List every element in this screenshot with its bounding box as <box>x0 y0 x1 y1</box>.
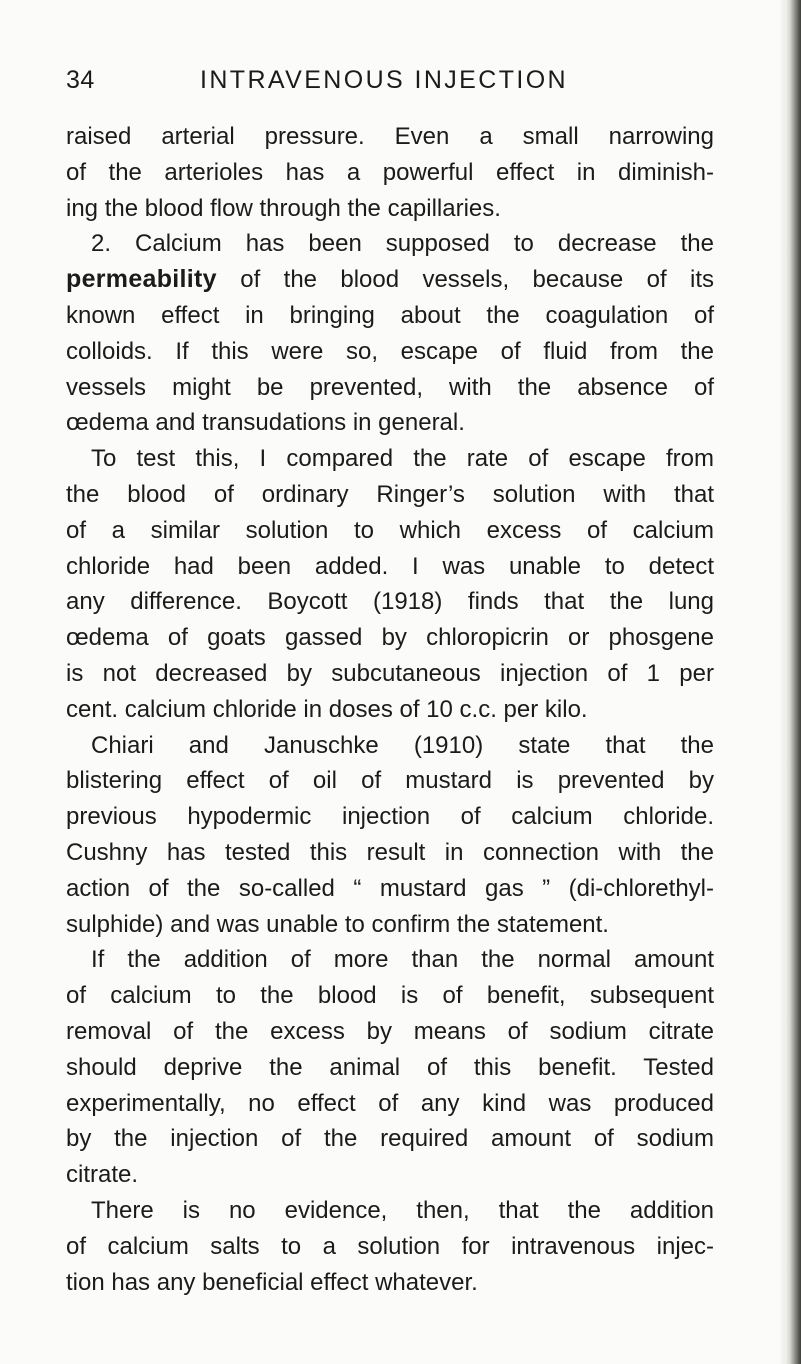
text-line: by the injection of the required amount of sodium <box>66 1125 714 1153</box>
body-text <box>66 119 714 1300</box>
text-line: citrate. <box>66 1161 139 1189</box>
paragraph-start-line: To test this, I compared the rate of escape from <box>91 445 714 473</box>
text-line: blistering effect of oil of mustard is prevented by <box>66 767 714 795</box>
text-line: action of the so-called “ mustard gas ” (di-chlorethyl- <box>66 874 714 902</box>
text-line: removal of the excess by means of sodium citrate <box>66 1017 714 1045</box>
emphasized-term: permeability <box>66 265 217 294</box>
paragraph-start-line: 2. Calcium has been supposed to decrease the <box>91 230 714 258</box>
text-line: the blood of ordinary Ringer’s solution with that <box>66 480 714 508</box>
text-line: Cushny has tested this result in connection with the <box>66 838 714 866</box>
page-edge-shadow <box>785 0 801 1364</box>
text-line: previous hypodermic injection of calcium chloride. <box>66 803 714 831</box>
text-line: tion has any beneficial effect whatever. <box>66 1268 478 1296</box>
text-line: known effect in bringing about the coagulation of <box>66 301 714 329</box>
text-line-remainder: of the blood vessels, because of its <box>240 266 715 294</box>
text-line: of calcium to the blood is of benefit, subsequent <box>66 982 714 1010</box>
text-line: œdema and transudations in general. <box>66 409 465 437</box>
text-line: of calcium salts to a solution for intravenous injec- <box>66 1232 714 1260</box>
text-line: experimentally, no effect of any kind was produced <box>66 1089 714 1117</box>
text-line: of a similar solution to which excess of calcium <box>66 516 714 544</box>
paragraph-start-line: Chiari and Januschke (1910) state that the <box>91 731 714 759</box>
text-line: chloride had been added. I was unable to detect <box>66 552 714 580</box>
text-line: should deprive the animal of this benefit. Tested <box>66 1053 714 1081</box>
text-line: any difference. Boycott (1918) finds that the lung <box>66 588 714 616</box>
paragraph-start-line: There is no evidence, then, that the addition <box>91 1196 714 1224</box>
text-line: ing the blood flow through the capillaries. <box>66 194 501 222</box>
running-head: INTRAVENOUS INJECTION <box>200 66 569 94</box>
text-line: vessels might be prevented, with the absence of <box>66 373 714 401</box>
text-line: of the arterioles has a powerful effect in diminish- <box>66 158 714 186</box>
text-line: raised arterial pressure. Even a small narrowing <box>66 123 714 150</box>
text-line: cent. calcium chloride in doses of 10 c.c. per kilo. <box>66 695 588 723</box>
text-line-with-emphasis <box>66 262 714 298</box>
text-line: colloids. If this were so, escape of fluid from the <box>66 337 714 365</box>
text-line: is not decreased by subcutaneous injection of 1 per <box>66 659 714 687</box>
text-line: sulphide) and was unable to confirm the statement. <box>66 910 609 938</box>
page-header <box>66 66 586 106</box>
page-number: 34 <box>66 66 95 94</box>
paragraph-start-line: If the addition of more than the normal amount <box>91 946 714 974</box>
text-line: œdema of goats gassed by chloropicrin or phosgene <box>66 624 714 652</box>
